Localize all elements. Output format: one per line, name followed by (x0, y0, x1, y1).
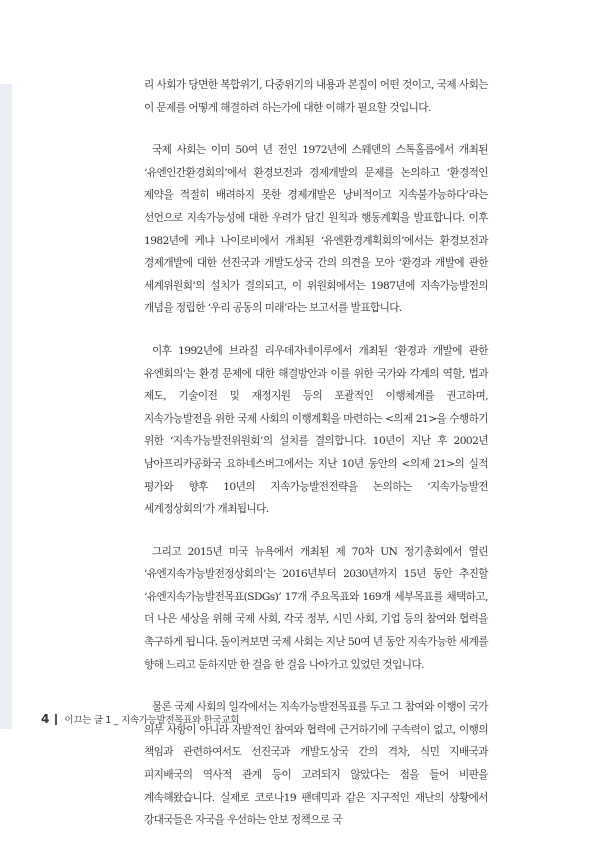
paragraph: 이후 1992년에 브라질 리우데자네이루에서 개최된 ‘환경과 개발에 관한 유엔회의’는 환경 문제에 대한 해결방안과 이를 위한 국가와 각계의 역할, 법과 제도, 기술이전 및 재정지원 등의 포괄적인 이행체계를 권고하며, 지속가능발전을 위한 국제 사회의 이행계획을 마련하는 <의제 21>을 수행하기 위한 ‘지속가능발전위원회’의 설치를 결의합니다. 10년이 지난 후 2002년 남아프리카공화국 요하네스버그에서는 지난 10년 동안의 <의제 21>의 실적 평가와 향후 10년의 지속가능발전전략을 논의하는 ‘지속가능발전 세계정상회의’가 개최됩니다. (144, 344, 488, 516)
paragraph: 물론 국제 사회의 일각에서는 지속가능발전목표를 두고 그 참여와 이행이 국가 의무 사항이 아니라 자발적인 참여와 협력에 근거하기에 구속력이 없고, 이행의 책임과 관련하여서도 선진국과 개발도상국 간의 격차, 식민 지배국과 피지배국의 역사적 관계 등이 고려되지 않았다는 점을 들어 비판을 계속해왔습니다. 실제로 코로나19 팬데믹과 같은 지구적인 재난의 상황에서 강대국들은 자국을 우선하는 안보 정책으로 국 (144, 701, 488, 827)
page-number: 4 (41, 712, 50, 726)
footer-divider (55, 714, 57, 725)
body-text (144, 74, 488, 852)
paragraph: 리 사회가 당면한 복합위기, 다중위기의 내용과 본질이 어떤 것이고, 국제 사회는 이 문제를 어떻게 해결하려 하는가에 대한 이해가 필요할 것입니다. (144, 79, 488, 114)
side-tab-decoration (0, 84, 12, 729)
paragraph: 그리고 2015년 미국 뉴욕에서 개최된 제 70차 UN 정기총회에서 열린 ‘유엔지속가능발전정상회의’는 2016년부터 2030년까지 15년 동안 추진할 ‘유엔지속가능발전목표(SDGs)’ 17개 주요목표와 169개 세부목표를 채택하고, 더 나은 세상을 위해 국제 사회, 각국 정부, 시민 사회, 기업 등의 참여와 협력을 촉구하게 됩니다. 돌이켜보면 국제 사회는 지난 50여 년 동안 지속가능한 세계를 향해 느리고 둔하지만 한 걸음 한 걸음 나아가고 있었던 것입니다. (144, 545, 488, 671)
paragraph: 국제 사회는 이미 50여 년 전인 1972년에 스웨덴의 스톡홀름에서 개최된 ‘유엔인간환경회의’에서 환경보전과 경제개발의 문제를 논의하고 ‘환경적인 제약을 적절히 배려하지 못한 경제개발은 낭비적이고 지속불가능하다’라는 선언으로 지속가능성에 대한 우려가 담긴 원칙과 행동계획을 발표합니다. 이후 1982년에 케냐 나이로비에서 개최된 ‘유엔환경계획회의’에서는 환경보전과 경제개발에 대한 선진국과 개발도상국 간의 의견을 모아 ‘환경과 개발에 관한 세계위원회’의 설치가 결의되고, 이 위원회에서는 1987년에 지속가능발전의 개념을 정립한 ‘우리 공동의 미래’라는 보고서를 발표합니다. (144, 144, 488, 315)
running-title: 이끄는 글 1 _ 지속가능발전목표와 한국교회 (64, 715, 240, 726)
page-footer (41, 712, 239, 726)
